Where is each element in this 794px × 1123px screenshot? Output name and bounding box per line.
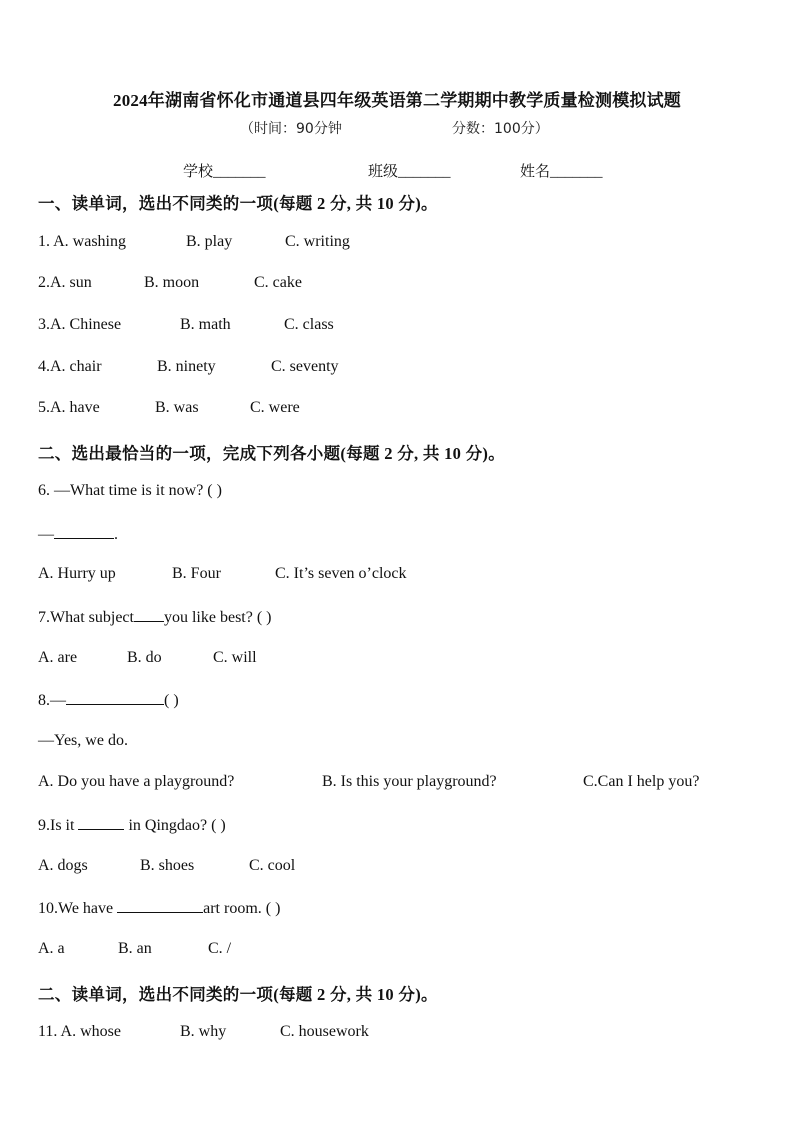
option-a: A. a: [38, 940, 65, 957]
question-6-answer-line: [38, 524, 118, 544]
answer-blank: [66, 690, 164, 705]
option-c: C. seventy: [271, 358, 339, 375]
exam-time: （时间：90分钟: [240, 121, 342, 137]
option-b: B. ninety: [157, 358, 216, 375]
option-b: B. an: [118, 940, 152, 957]
answer-blank: [78, 815, 124, 830]
stem-end: art room. ( ): [203, 900, 281, 917]
question-10-options: [38, 940, 231, 958]
option-a: A. Do you have a playground?: [38, 773, 235, 790]
question-9-stem: [38, 815, 226, 835]
stem-start: 10.We have: [38, 900, 114, 917]
option-a: 11. A. whose: [38, 1023, 121, 1040]
option-a: 3.A. Chinese: [38, 316, 122, 333]
option-a: A. Hurry up: [38, 565, 116, 582]
stem-end: in Qingdao? ( ): [128, 817, 226, 834]
question-1: [38, 233, 350, 251]
option-a: 1. A. washing: [38, 233, 126, 250]
section-1-heading: 一、读单词，选出不同类的一项(每题 2 分, 共 10 分)。: [38, 194, 438, 213]
option-b: B. was: [155, 399, 199, 416]
option-b: B. Is this your playground?: [322, 773, 497, 790]
option-b: B. moon: [144, 274, 200, 291]
option-c: C. cake: [254, 274, 302, 291]
option-b: B. Four: [172, 565, 221, 582]
question-7-options: [38, 649, 257, 667]
option-a: 5.A. have: [38, 399, 100, 416]
stem-start: 8.—: [38, 692, 66, 709]
question-7-stem: [38, 607, 272, 627]
answer-blank: [117, 898, 203, 913]
stem-end: you like best? ( ): [163, 609, 272, 626]
question-10-stem: [38, 898, 280, 918]
option-c: C. class: [284, 316, 334, 333]
option-a: A. dogs: [38, 857, 88, 874]
question-9-options: [38, 857, 295, 875]
question-11: [38, 1023, 369, 1041]
question-8-stem: [38, 690, 179, 710]
option-c: C. /: [208, 940, 232, 957]
question-6-stem: 6. —What time is it now? ( ): [38, 482, 222, 499]
option-a: A. are: [38, 649, 78, 666]
question-5: [38, 399, 300, 417]
answer-blank: [54, 524, 114, 539]
dash: —: [38, 526, 54, 543]
option-b: B. do: [127, 649, 162, 666]
option-c: C. will: [213, 649, 257, 666]
option-c: C. writing: [285, 233, 350, 250]
option-a: 4.A. chair: [38, 358, 102, 375]
option-b: B. play: [186, 233, 233, 250]
question-2: [38, 274, 302, 292]
question-8-options: [38, 773, 699, 791]
option-a: 2.A. sun: [38, 274, 92, 291]
option-b: B. shoes: [140, 857, 195, 874]
question-4: [38, 358, 339, 376]
option-b: B. why: [180, 1023, 227, 1040]
option-c: C. were: [250, 399, 300, 416]
school-field: 学校_______: [183, 164, 266, 180]
stem-end: ( ): [164, 692, 179, 709]
page-title: 2024年湖南省怀化市通道县四年级英语第二学期期中教学质量检测模拟试题: [113, 91, 681, 110]
section-2-heading: 二、选出最恰当的一项，完成下列各小题(每题 2 分, 共 10 分)。: [38, 444, 505, 463]
option-c: C. It’s seven o’clock: [275, 565, 407, 582]
exam-score: 分数：100分）: [452, 121, 549, 137]
stem-start: 7.What subject: [38, 609, 134, 626]
option-c: C. cool: [249, 857, 296, 874]
question-6-options: [38, 565, 407, 583]
option-c: C.Can I help you?: [583, 773, 700, 790]
answer-blank: [134, 607, 164, 622]
period: .: [114, 526, 118, 543]
option-b: B. math: [180, 316, 231, 333]
class-field: 班级_______: [368, 164, 451, 180]
stem-start: 9.Is it: [38, 817, 75, 834]
name-field: 姓名_______: [520, 164, 603, 180]
section-3-heading: 二、读单词，选出不同类的一项(每题 2 分, 共 10 分)。: [38, 985, 438, 1004]
question-3: [38, 316, 334, 334]
option-c: C. housework: [280, 1023, 369, 1040]
question-8-reply: —Yes, we do.: [38, 732, 128, 749]
